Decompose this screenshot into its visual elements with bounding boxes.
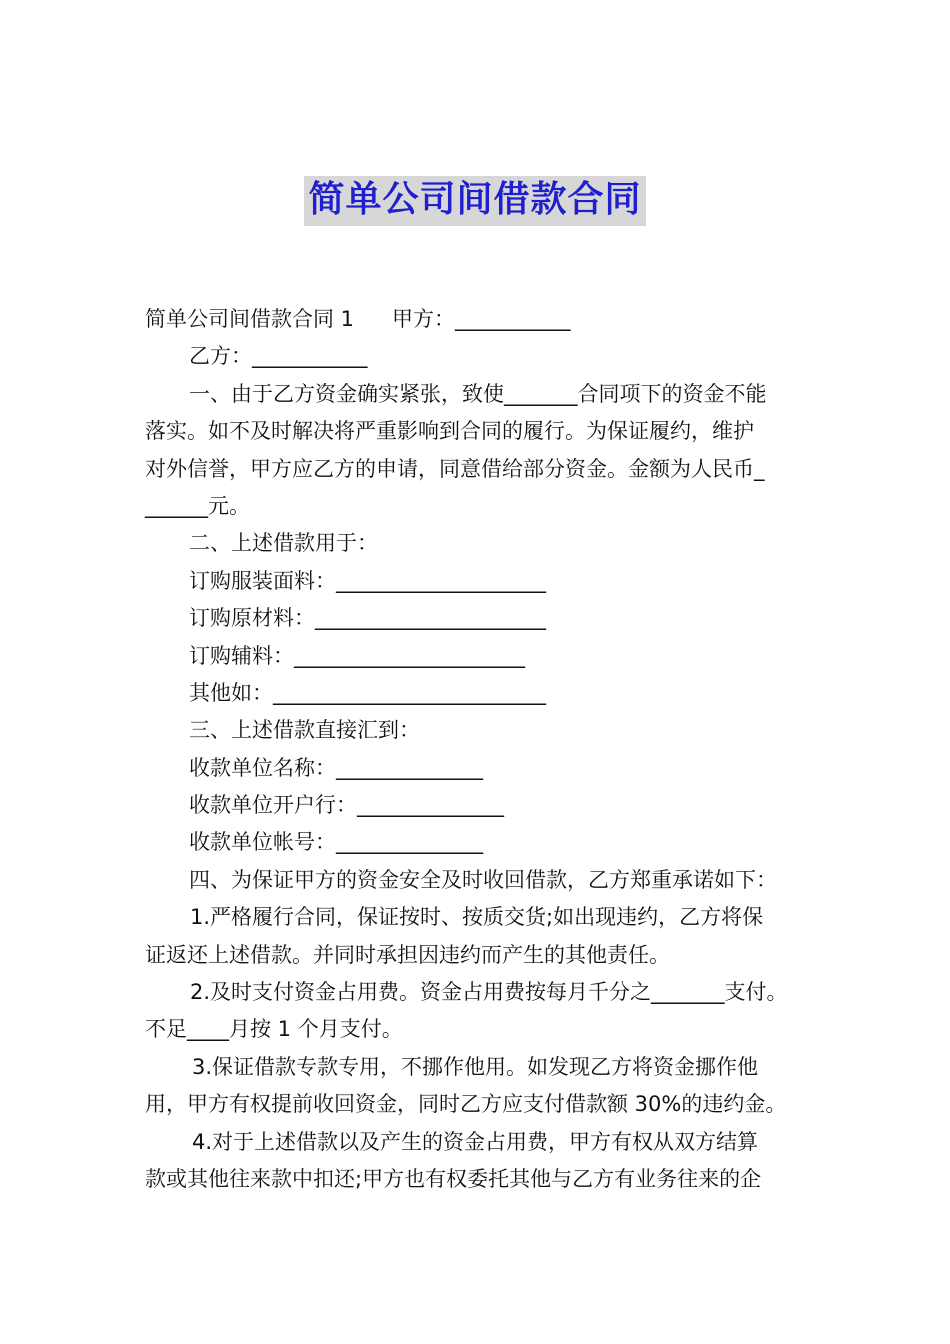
clause-1-line-1: 一、由于乙方资金确实紧张，致使_______合同项下的资金不能	[189, 381, 767, 406]
payee-name-field: 收款单位名称：______________	[189, 755, 483, 780]
commitment-1-line-1: 1.严格履行合同，保证按时、按质交货;如出现违约，乙方将保	[190, 905, 764, 930]
clause-3-heading: 三、上述借款直接汇到：	[189, 718, 420, 743]
contract-heading-line	[145, 301, 807, 338]
payee-bank-field: 收款单位开户行：______________	[189, 793, 504, 818]
clause-1-line-3: 对外信誉，甲方应乙方的申请，同意借给部分资金。金额为人民币_	[145, 456, 765, 481]
party-b-field: 乙方：___________	[189, 344, 368, 369]
commitment-3-line-2: 用，甲方有权提前收回资金，同时乙方应支付借款额 30%的违约金。	[145, 1092, 787, 1117]
document-title: 简单公司间借款合同	[304, 176, 645, 226]
commitment-1-line-2: 证返还上述借款。并同时承担因违约而产生的其他责任。	[145, 942, 670, 967]
title-container	[0, 176, 950, 226]
use-other-field: 其他如：__________________________	[189, 680, 546, 705]
clause-4-heading: 四、为保证甲方的资金安全及时收回借款，乙方郑重承诺如下：	[189, 867, 777, 892]
clause-1-line-4: ______元。	[145, 493, 250, 518]
commitment-4-line-1: 4.对于上述借款以及产生的资金占用费，甲方有权从双方结算	[192, 1129, 759, 1154]
use-accessories-field: 订购辅料：______________________	[189, 643, 525, 668]
use-raw-material-field: 订购原材料：______________________	[189, 606, 546, 631]
commitment-2-line-1: 2.及时支付资金占用费。资金占用费按每月千分之_______支付。	[190, 980, 788, 1005]
clause-1-line-2: 落实。如不及时解决将严重影响到合同的履行。为保证履约，维护	[145, 419, 754, 444]
commitment-3-line-1: 3.保证借款专款专用，不挪作他用。如发现乙方将资金挪作他	[192, 1054, 759, 1079]
party-a-field: 甲方：___________	[392, 307, 571, 331]
commitment-4-line-2: 款或其他往来款中扣还;甲方也有权委托其他与乙方有业务往来的企	[145, 1166, 762, 1191]
commitment-2-line-2: 不足____月按 1 个月支付。	[145, 1017, 403, 1042]
clause-2-heading: 二、上述借款用于：	[189, 531, 378, 556]
use-fabric-field: 订购服装面料：____________________	[189, 568, 546, 593]
payee-account-field: 收款单位帐号：______________	[189, 830, 483, 855]
contract-number-label: 简单公司间借款合同 1	[145, 307, 355, 331]
contract-body	[145, 301, 807, 1198]
